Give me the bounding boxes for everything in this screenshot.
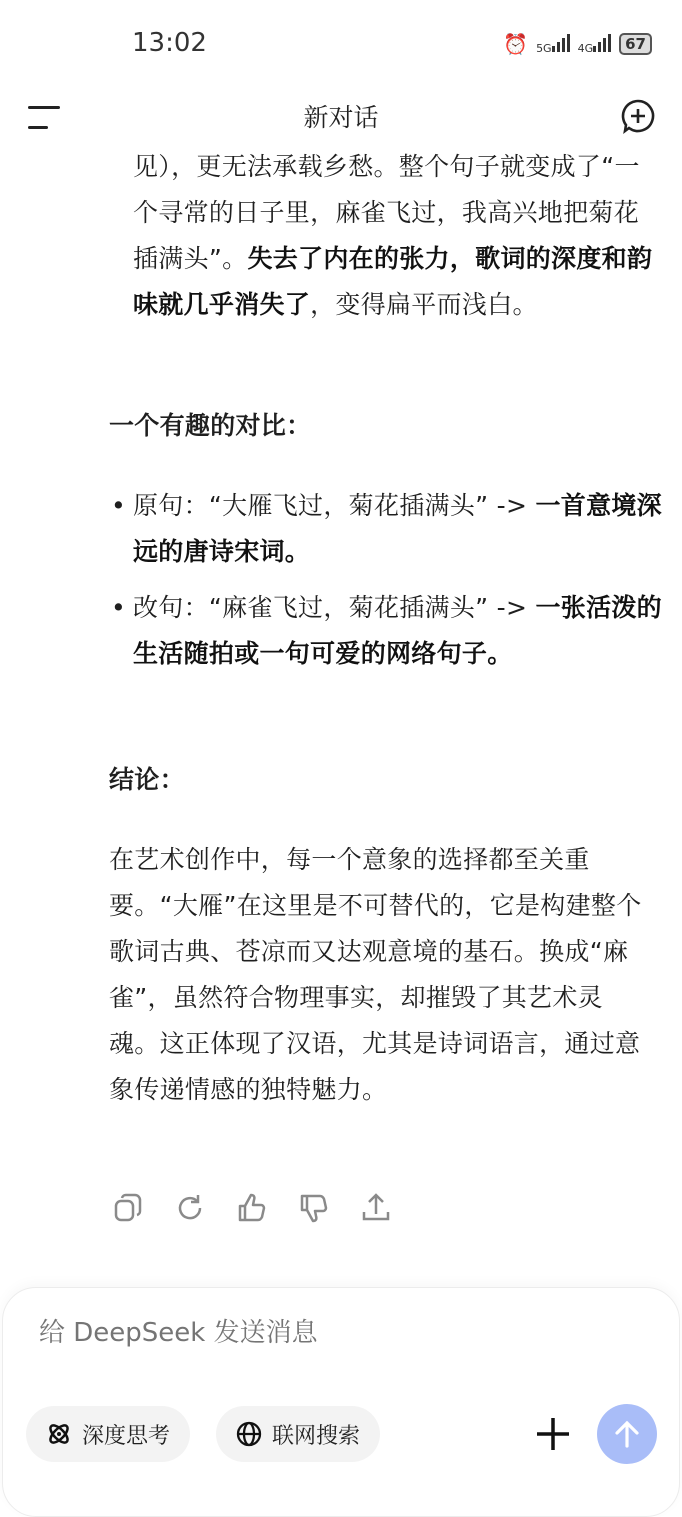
net1-label: 5G bbox=[536, 41, 552, 55]
regenerate-icon[interactable] bbox=[174, 1192, 206, 1224]
bullet-dot: • bbox=[111, 491, 126, 520]
text: 见），更无法承载乡愁。整个句子就变成了“一个寻常的日子里，麻雀飞过，我高兴地把菊花插满头”。 bbox=[133, 152, 640, 273]
paragraph: 在艺术创作中，每一个意象的选择都至关重要。“大雁”在这里是不可替代的，它是构建整个歌词古典、苍凉而又达观意境的基石。换成“麻雀”，虽然符合物理事实，却摧毁了其艺术灵魂。这正体现了汉语，尤其是诗词语言，通过意象传递情感的独特魅力。 bbox=[109, 845, 642, 1104]
paragraph bbox=[133, 144, 663, 328]
new-chat-icon[interactable] bbox=[620, 98, 656, 134]
text: 原句：“大雁飞过，菊花插满头” -> bbox=[133, 491, 536, 520]
composer bbox=[2, 1287, 680, 1517]
net2-label: 4G bbox=[577, 41, 594, 55]
bold-text: 一首意境深远的唐诗宋词。 bbox=[133, 491, 662, 566]
heading-conclusion: 结论： bbox=[109, 765, 185, 794]
web-search-label: 联网搜索 bbox=[272, 1423, 361, 1449]
list-item bbox=[133, 585, 663, 677]
bold-text: 失去了内在的张力，歌词的深度和韵味就几乎消失了 bbox=[133, 244, 653, 319]
share-icon[interactable] bbox=[360, 1192, 392, 1224]
heading-comparison: 一个有趣的对比： bbox=[109, 411, 312, 440]
battery-icon: 67 bbox=[619, 33, 652, 55]
text: 改句：“麻雀飞过，菊花插满头” -> bbox=[133, 593, 536, 622]
thumbs-down-icon[interactable] bbox=[298, 1192, 330, 1224]
deep-think-label: 深度思考 bbox=[82, 1423, 171, 1449]
list-item bbox=[133, 483, 663, 575]
alarm-icon: ⏰ bbox=[503, 32, 529, 56]
globe-icon bbox=[236, 1421, 262, 1447]
send-button[interactable] bbox=[597, 1404, 657, 1464]
bullet-dot: • bbox=[111, 593, 126, 622]
deep-think-button[interactable] bbox=[26, 1406, 190, 1462]
signal-5g-icon bbox=[536, 34, 570, 55]
message-actions bbox=[112, 1192, 392, 1224]
text: ，变得扁平而浅白。 bbox=[310, 290, 538, 319]
top-bar bbox=[0, 90, 682, 142]
copy-icon[interactable] bbox=[112, 1192, 144, 1224]
message-input[interactable] bbox=[39, 1318, 639, 1348]
attach-plus-icon[interactable] bbox=[533, 1414, 573, 1454]
page-title: 新对话 bbox=[303, 103, 379, 132]
bold-text: 一张活泼的生活随拍或一句可爱的网络句子。 bbox=[133, 593, 662, 668]
atom-icon bbox=[46, 1421, 72, 1447]
thumbs-up-icon[interactable] bbox=[236, 1192, 268, 1224]
status-bar bbox=[0, 0, 682, 90]
clock: 13:02 bbox=[132, 28, 207, 58]
arrow-up-icon bbox=[612, 1419, 642, 1449]
web-search-button[interactable] bbox=[216, 1406, 380, 1462]
signal-4g-icon bbox=[578, 34, 612, 55]
